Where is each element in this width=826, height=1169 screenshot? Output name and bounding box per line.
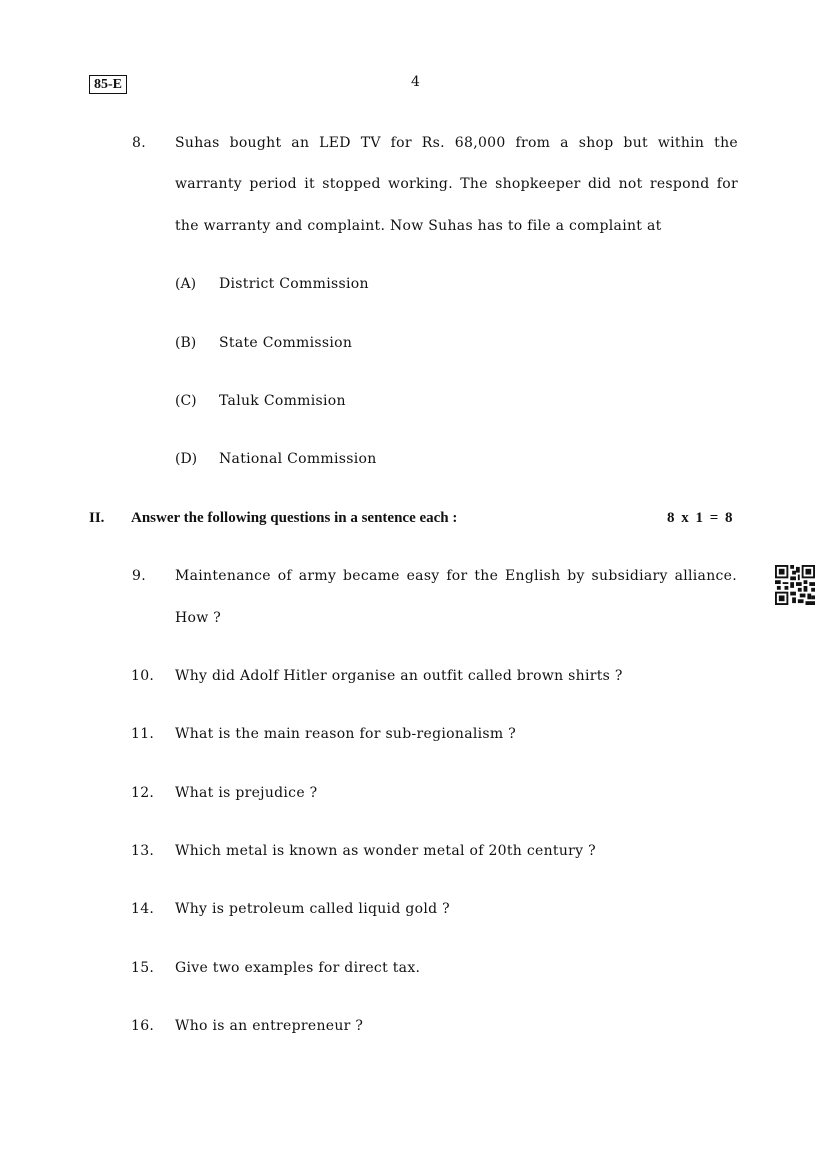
option-a-text: District Commission (219, 276, 369, 292)
option-a-letter: (A) (175, 276, 197, 292)
section-numeral: II. (89, 510, 105, 526)
question-9-number: 9. (132, 568, 146, 584)
question-11-text: What is the main reason for sub-regionalism ? (175, 726, 517, 742)
option-c-text: Taluk Commision (219, 393, 346, 409)
question-12-text: What is prejudice ? (175, 785, 318, 801)
question-10-text: Why did Adolf Hitler organise an outfit called brown shirts ? (175, 668, 623, 684)
question-14-text: Why is petroleum called liquid gold ? (175, 901, 450, 917)
question-8-line-2: warranty period it stopped working. The shopkeeper did not respond for (175, 176, 738, 192)
question-14-number: 14. (131, 901, 155, 917)
question-11-number: 11. (131, 726, 155, 742)
option-b-text: State Commission (219, 335, 353, 351)
question-8-number: 8. (132, 135, 146, 151)
option-b-letter: (B) (175, 335, 197, 351)
question-8-line-1: Suhas bought an LED TV for Rs. 68,000 from a shop but within the (175, 135, 738, 151)
question-13-number: 13. (131, 843, 155, 859)
question-9-line-2: How ? (175, 610, 222, 626)
page-number: 4 (411, 74, 420, 90)
question-15-text: Give two examples for direct tax. (175, 960, 421, 976)
option-d-letter: (D) (175, 451, 198, 467)
question-10-number: 10. (131, 668, 155, 684)
option-c-letter: (C) (175, 393, 197, 409)
qr-code-icon (775, 565, 815, 605)
question-15-number: 15. (131, 960, 155, 976)
question-8-line-3: the warranty and complaint. Now Suhas has to file a complaint at (175, 218, 662, 234)
question-9-line-1: Maintenance of army became easy for the English by subsidiary alliance. (175, 568, 737, 584)
question-12-number: 12. (131, 785, 155, 801)
question-13-text: Which metal is known as wonder metal of 20th century ? (175, 843, 596, 859)
section-instruction: Answer the following questions in a sentence each : (131, 510, 458, 526)
paper-code: 85-E (94, 77, 122, 92)
section-marks: 8 x 1 = 8 (667, 510, 733, 526)
paper-code-box (89, 75, 127, 94)
option-d-text: National Commission (219, 451, 377, 467)
question-16-text: Who is an entrepreneur ? (175, 1018, 364, 1034)
question-16-number: 16. (131, 1018, 155, 1034)
